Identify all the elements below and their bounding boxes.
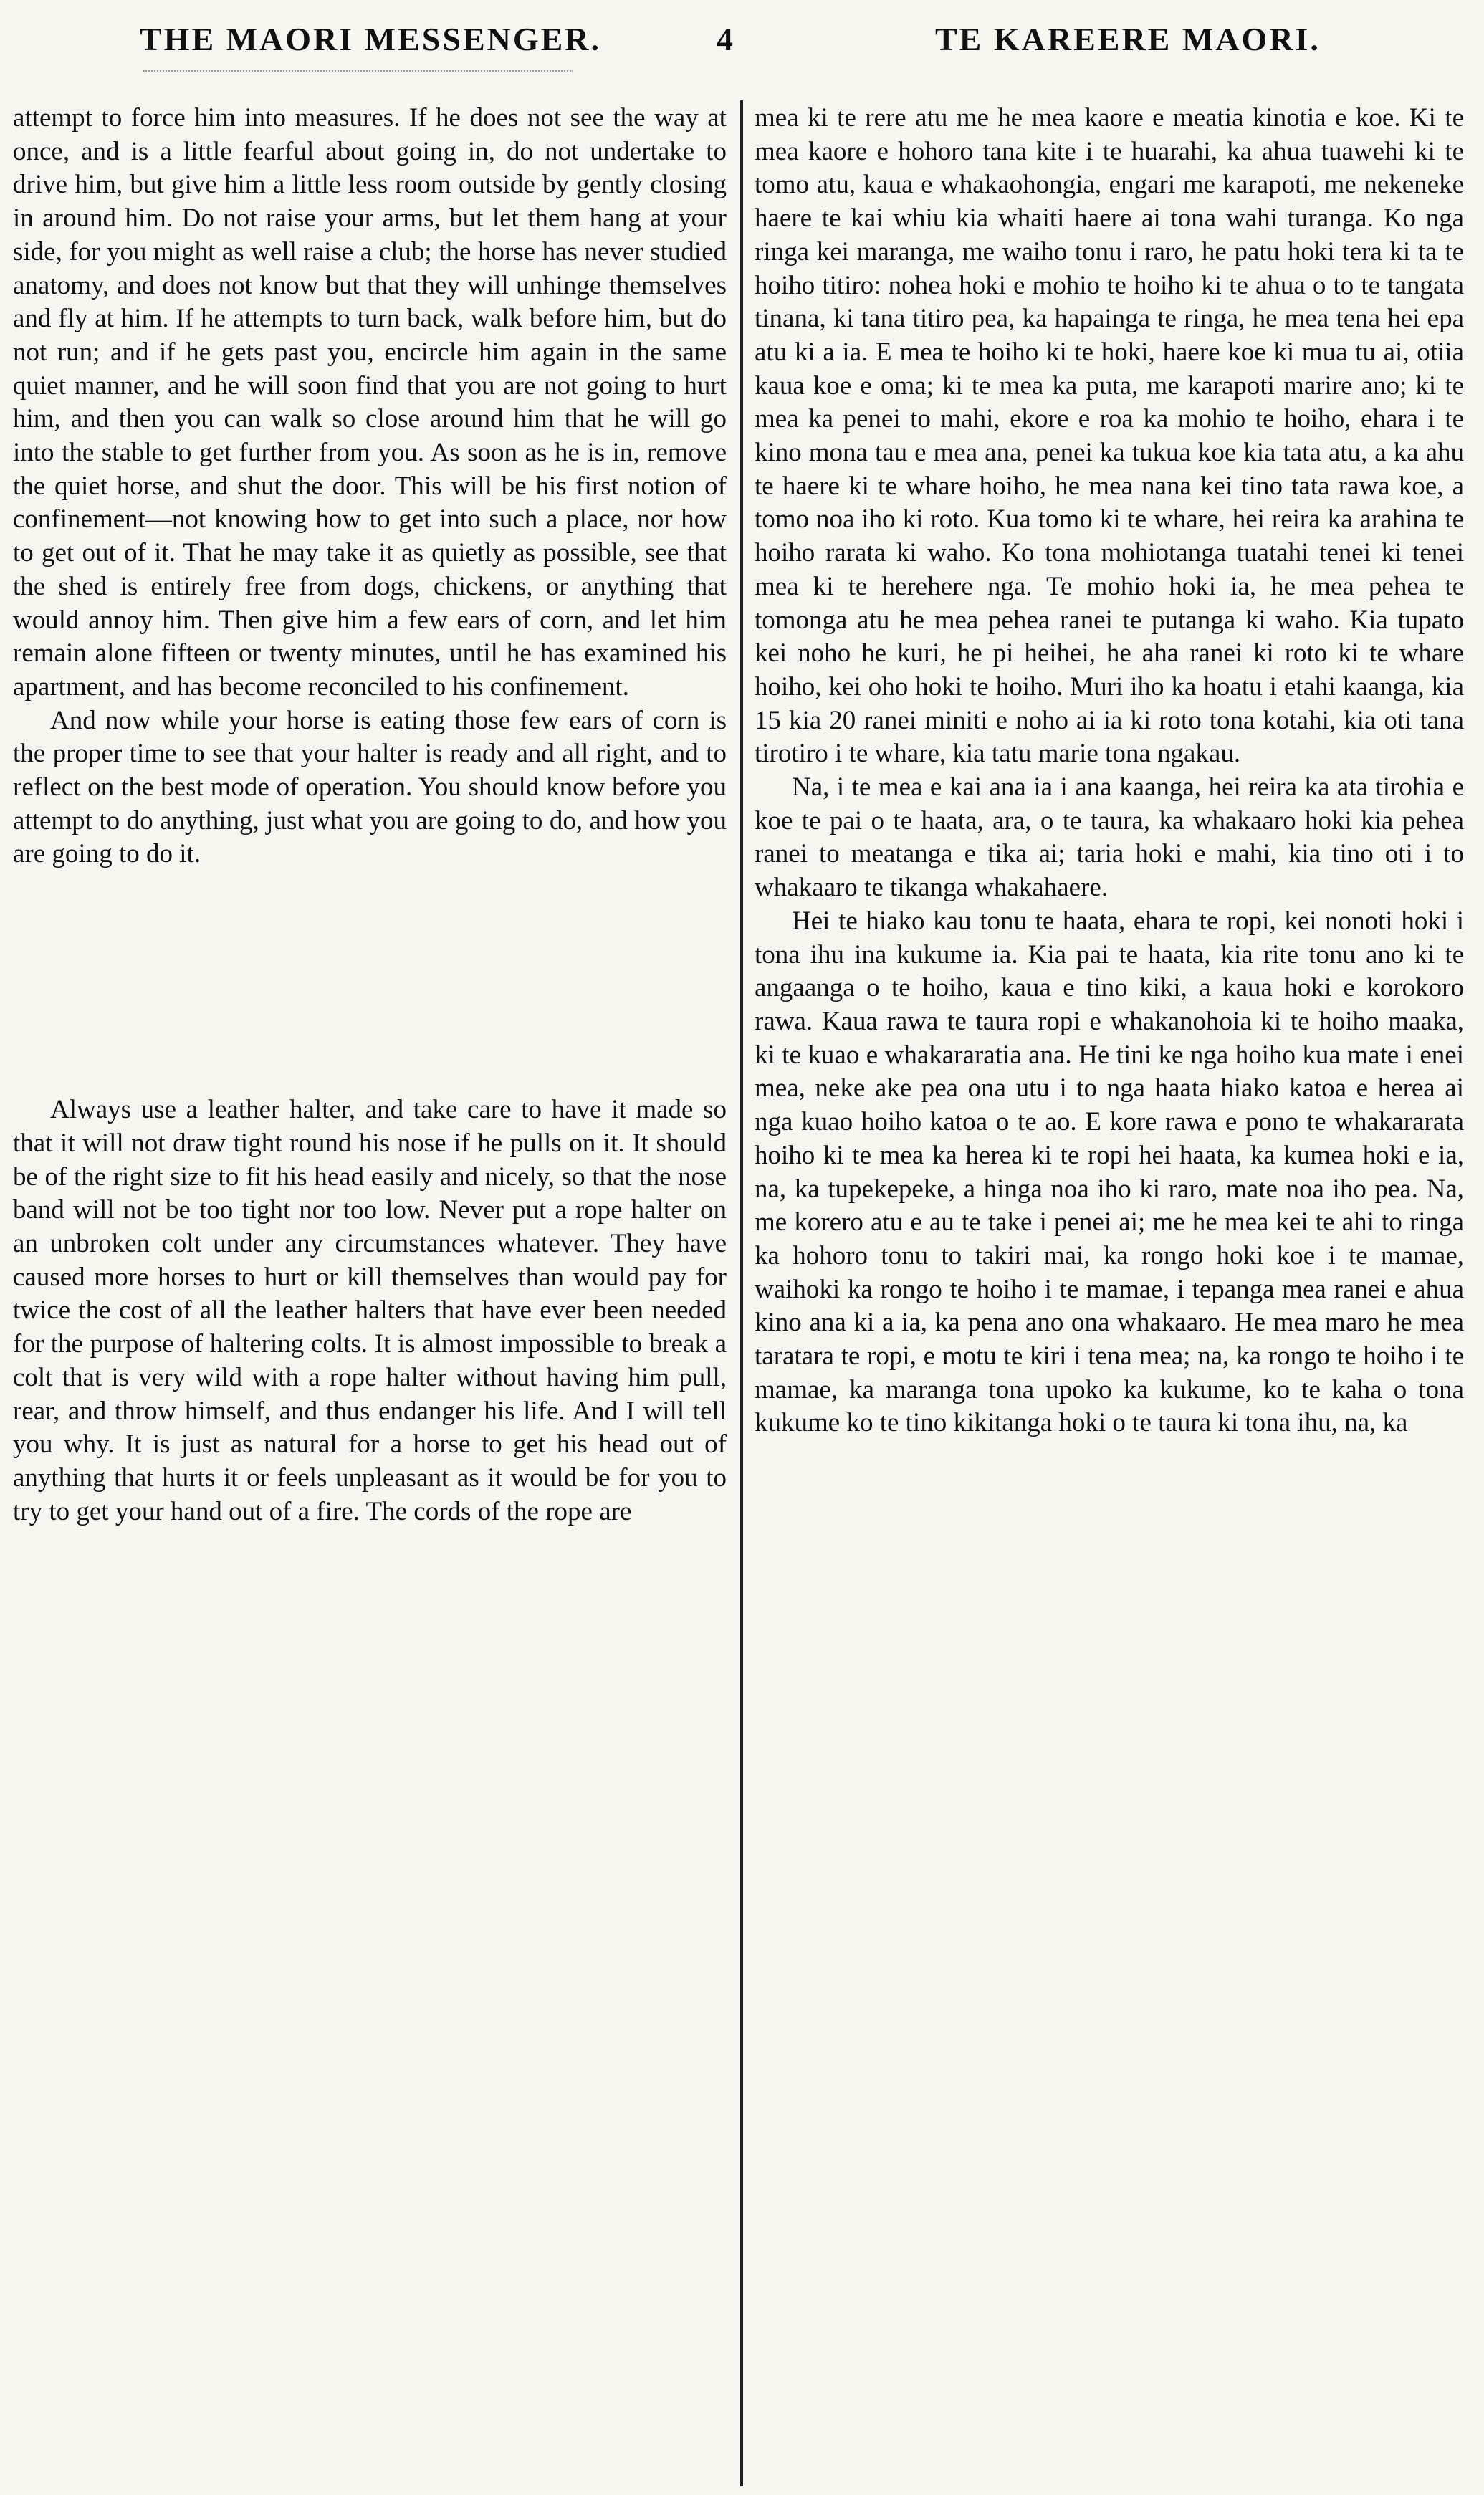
- column-blank-space: [13, 871, 727, 1093]
- column-divider: [740, 100, 743, 2486]
- maori-paragraph-3: Hei te hiako kau tonu te haata, ehara te ropi, kei nonoti hoki i tona ihu ina kukume ia. Kia pai te haata, kia rite tonu ano ki te angaanga o te hoiho, kaua e tino kiki, a kaua hoki e korokoro rawa. Kaua rawa te taura ropi e whakanohoia ki te hoiho maaka, ki te kuao e whakararatia ana. He tini ke nga hoiho kua mate i enei mea, neke ake pea ona utu i to nga haata hiako katoa e herea ai nga kuao hoiho katoa o te ao. E kore rawa e pono te whakararata hoiho ki te mea ka herea ki te ropi hei haata, ka kumea hoki e ia, na, ka tupekepeke, a hinga noa iho ki raro, mate noa iho pea. Na, me korero atu e au te take i penei ai; me he mea kei te ahi to ringa ka hohoro tonu to takiri mai, ka rongo hoki koe i te mamae, waihoki ka rongo te hoiho i te mamae, i tepanga mea ranei e ahua kino ana ki a ia, ka pena ano ona whakaaro. He mea maro he mea taratara te ropi, e motu te kiri i tena mea; na, ka rongo te hoiho i te mamae, ka maranga tona upoko ka kukume, ko te kaha o tona kukume ko te tino kikitanga hoki o te taura ki tona ihu, na, ka: [755, 906, 1464, 1438]
- maori-paragraph-1: mea ki te rere atu me he mea kaore e meatia kinotia e koe. Ki te mea kaore e hohoro tana kite i te huarahi, ka ahua tuawehi ki te tomo atu, kaua e whakaohongia, engari me karapoti, me nekeneke haere te kai whiu kia whaiti haere ai tona wahi turanga. Ko nga ringa kei maranga, me waiho tonu i raro, he patu hoki tera ki ta te hoiho titiro: nohea hoki e mohio te hoiho ki te ahua o to te tangata tinana, ki tana titiro pea, ka hapainga te ringa, he mea tena hei epa atu ki a ia. E mea te hoiho ki te hoki, haere koe ki mua tu ai, otiia kaua koe e oma; ki te mea ka puta, me karapoti marire ano; ki te mea ka penei to mahi, ekore e roa ka mohio te hoiho, ehara i te kino mona tau e mea ana, penei ka tukua koe kia tata atu, a ka ahu te haere ki te whare hoiho, he mea nana kei tino tata rawa koe, a tomo noa iho ki roto. Kua tomo ki te whare, hei reira ka arahina te hoiho rarata ki waho. Ko tona mohiotanga tuatahi tenei ki tenei mea ki te herehere nga. Te mohio hoki ia, he mea pehea te tomonga atu he mea pehea ranei te putanga ki waho. Kia tupato kei noho he kuri, he pi heihei, he aha ranei ki roto ki te whare hoiho, kei oho hoki te hoiho. Muri iho ka hoatu i etahi kaanga, kia 15 kia 20 ranei miniti e noho ai ia ki roto tona kotahi, kia oti tana tirotiro i te whare, kia tatu marie tona ngakau.: [755, 103, 1464, 769]
- header-dotted-rule: [143, 70, 573, 72]
- maori-masthead: TE KAREERE MAORI.: [935, 21, 1321, 57]
- english-paragraph-2: And now while your horse is eating those few ears of corn is the proper time to see that your halter is ready and all right, and to reflect on the best mode of operation. You should know before you attempt to do anything, just what you are going to do, and how you are going to do it.: [13, 705, 727, 869]
- page-header: [0, 20, 1484, 70]
- english-column: [13, 102, 727, 1528]
- page-number: 4: [717, 21, 735, 57]
- english-paragraph-3: Always use a leather halter, and take care to have it made so that it will not draw tight round his nose if he pulls on it. It should be of the right size to fit his head easily and nicely, so that the nose band will not be too tight nor too low. Never put a rope halter on an unbroken colt under any circumstances whatever. They have caused more horses to hurt or kill themselves than would pay for twice the cost of all the leather halters that have ever been needed for the purpose of haltering colts. It is almost impossible to break a colt that is very wild with a rope halter without having him pull, rear, and throw himself, and thus endanger his life. And I will tell you why. It is just as natural for a horse to get his head out of anything that hurts it or feels unpleasant as it would be for you to try to get your hand out of a fire. The cords of the rope are: [13, 1095, 727, 1526]
- maori-paragraph-2: Na, i te mea e kai ana ia i ana kaanga, hei reira ka ata tirohia e koe te pai o te haata, ara, o te taura, ka whakaaro hoki kia pehea ranei to meatanga e tika ai; taria hoki e mahi, kia tino oti i to whakaaro te tikanga whakahaere.: [755, 772, 1464, 903]
- english-paragraph-1: attempt to force him into measures. If he does not see the way at once, and is a little fearful about going in, do not undertake to drive him, but give him a little less room outside by gently closing in around him. Do not raise your arms, but let them hang at your side, for you might as well raise a club; the horse has never studied anatomy, and does not know but that they will unhinge themselves and fly at him. If he attempts to turn back, walk before him, but do not run; and if he gets past you, encircle him again in the same quiet manner, and he will soon find that you are not going to hurt him, and then you can walk so close around him that he will go into the stable to get further from you. As soon as he is in, remove the quiet horse, and shut the door. This will be his first notion of confinement—not knowing how to get into such a place, nor how to get out of it. That he may take it as quietly as possible, see that the shed is entirely free from dogs, chickens, or anything that would annoy him. Then give him a few ears of corn, and let him remain alone fifteen or twenty minutes, until he has examined his apartment, and has become reconciled to his confinement.: [13, 103, 727, 701]
- maori-column: [755, 102, 1464, 1440]
- english-masthead: THE MAORI MESSENGER.: [140, 21, 602, 57]
